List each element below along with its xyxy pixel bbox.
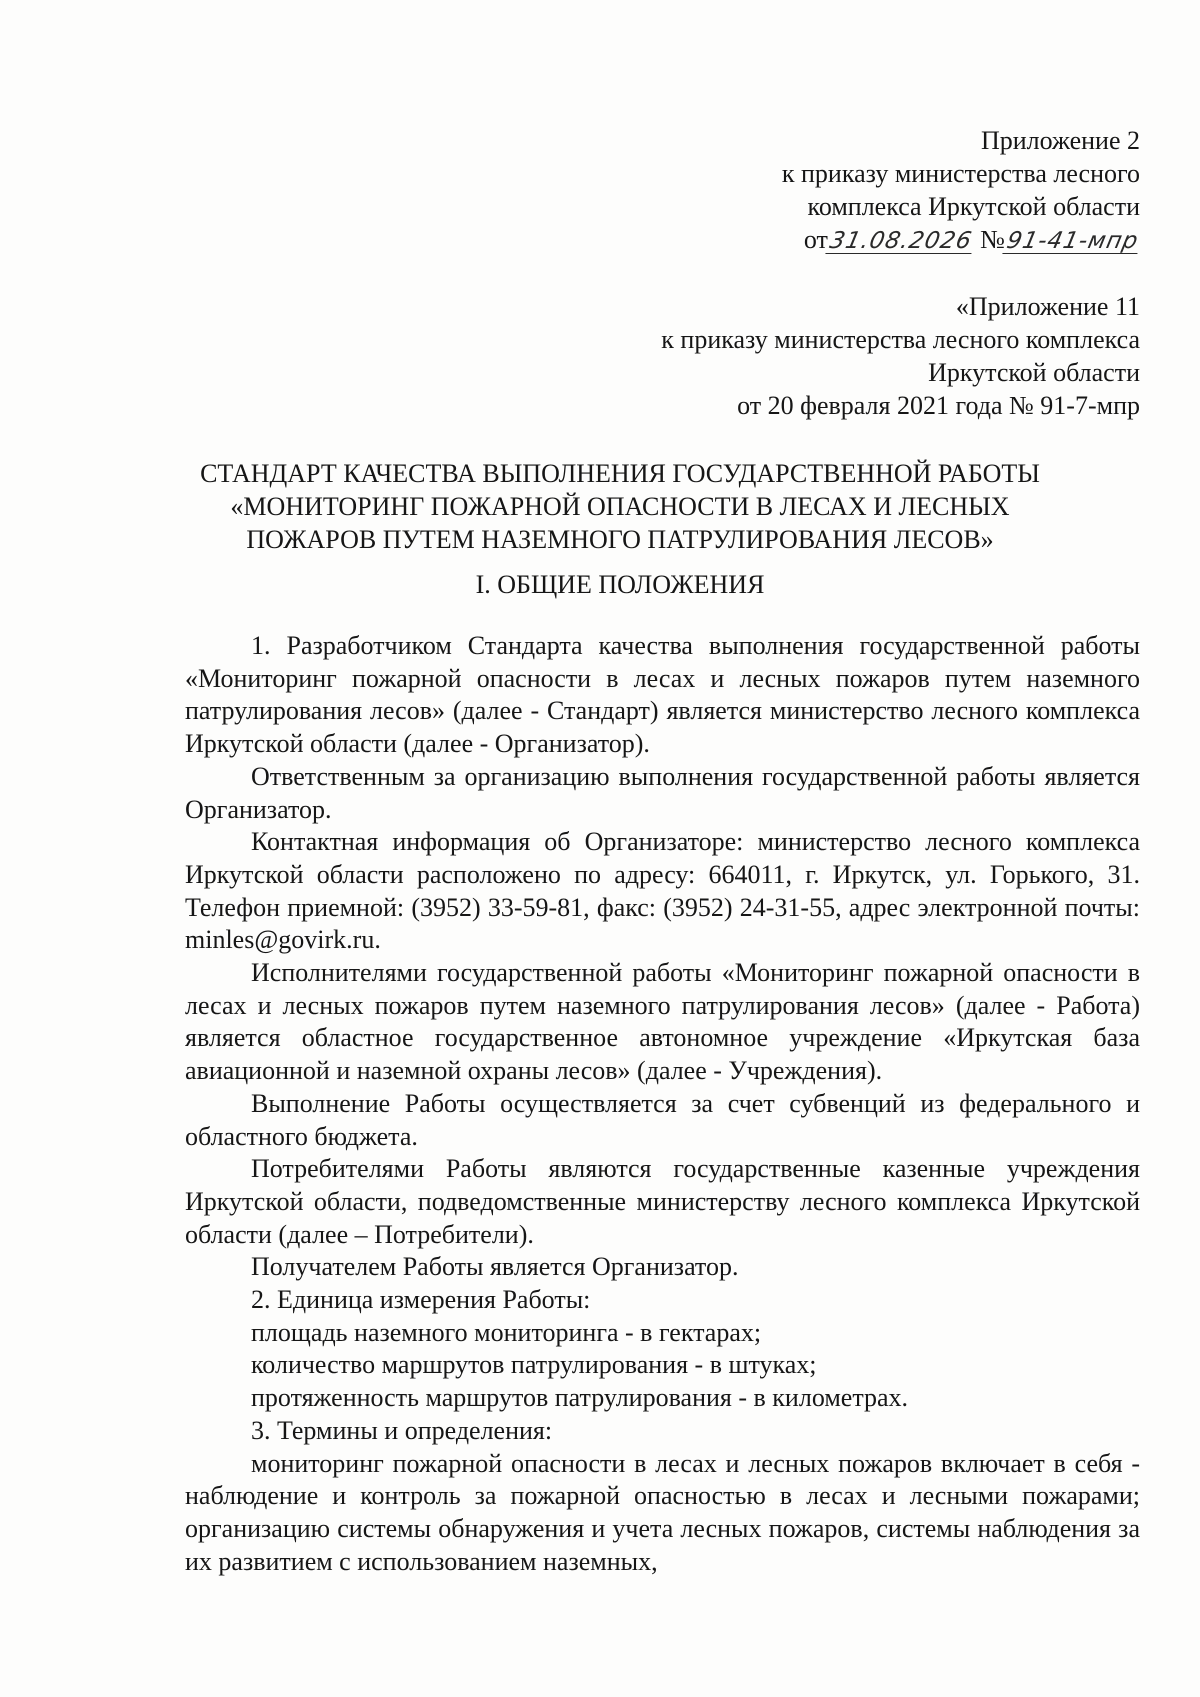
attachment-2-line1: Приложение 2 (980, 126, 1140, 155)
paragraph: Ответственным за организацию выполнения государственной работы является Организатор. (185, 761, 1140, 824)
paragraph: 2. Единица измерения Работы: (251, 1285, 591, 1315)
paragraph: Потребителями Работы являются государственные казенные учреждения Иркутской области, подведомственные министерству лесного комплекса Иркутской области (далее – Потребители). (185, 1154, 1140, 1249)
paragraph: протяженность маршрутов патрулирования - в километрах. (251, 1383, 909, 1413)
attachment-11-line4: от 20 февраля 2021 года № 91-7-мпр (737, 391, 1140, 420)
paragraph: 1. Разработчиком Стандарта качества выполнения государственной работы «Мониторинг пожарной опасности в лесах и лесных пожаров путем наземного патрулирования лесов» (далее - Стандарт) является министерство лесного комплекса Иркутской области (далее - Организатор). (185, 631, 1140, 759)
document-title (140, 457, 1100, 556)
paragraph: Контактная информация об Организаторе: министерство лесного комплекса Иркутской области расположено по адресу: 664011, г. Иркутск, ул. Горького, 31. Телефон приемной: (3952) 33-59-81, факс: (3952) 24-31-55, адрес электронной почты: minles@govirk.ru. (185, 827, 1140, 955)
title-line3: ПОЖАРОВ ПУТЕМ НАЗЕМНОГО ПАТРУЛИРОВАНИЯ ЛЕСОВ» (246, 525, 994, 554)
paragraph: 3. Термины и определения: (251, 1415, 553, 1445)
from-prefix: от (803, 225, 828, 254)
attachment-2-date-line (782, 223, 1140, 256)
title-line2: «МОНИТОРИНГ ПОЖАРНОЙ ОПАСНОСТИ В ЛЕСАХ И ЛЕСНЫХ (230, 492, 1010, 521)
paragraph: мониторинг пожарной опасности в лесах и лесных пожаров включает в себя - наблюдение и контроль за пожарной опасностью в лесах и лесными пожарами; организацию системы обнаружения и учета лесных пожаров, системы наблюдения за их развитием с использованием наземных, (185, 1448, 1140, 1576)
paragraph: площадь наземного мониторинга - в гектарах; (251, 1317, 762, 1347)
handwritten-number: 91-41-мпр (1004, 228, 1141, 254)
paragraph: Выполнение Работы осуществляется за счет субвенций из федерального и областного бюджета. (185, 1088, 1140, 1151)
attachment-11-line1: «Приложение 11 (955, 292, 1140, 321)
handwritten-date: 31.08.2026 (827, 228, 975, 254)
paragraph: Получателем Работы является Организатор. (251, 1252, 739, 1282)
attachment-2-line2: к приказу министерства лесного (781, 159, 1140, 188)
attachment-11-line2: к приказу министерства лесного комплекса (661, 325, 1140, 354)
section-heading: I. ОБЩИЕ ПОЛОЖЕНИЯ (475, 570, 765, 599)
number-sign: № (980, 225, 1005, 254)
attachment-2-line3: комплекса Иркутской области (807, 192, 1140, 221)
paragraph: Исполнителями государственной работы «Мониторинг пожарной опасности в лесах и лесных пожаров путем наземного патрулирования лесов» (далее - Работа) является областное государственное автономное учреждение «Иркутская база авиационной и наземной охраны лесов» (далее - Учреждения). (185, 958, 1140, 1086)
title-line1: СТАНДАРТ КАЧЕСТВА ВЫПОЛНЕНИЯ ГОСУДАРСТВЕННОЙ РАБОТЫ (200, 459, 1040, 488)
document-body (185, 630, 1140, 1578)
paragraph: количество маршрутов патрулирования - в штуках; (251, 1350, 817, 1380)
attachment-11-header (661, 290, 1140, 422)
attachment-11-line3: Иркутской области (928, 358, 1140, 387)
attachment-2-header (782, 124, 1140, 256)
